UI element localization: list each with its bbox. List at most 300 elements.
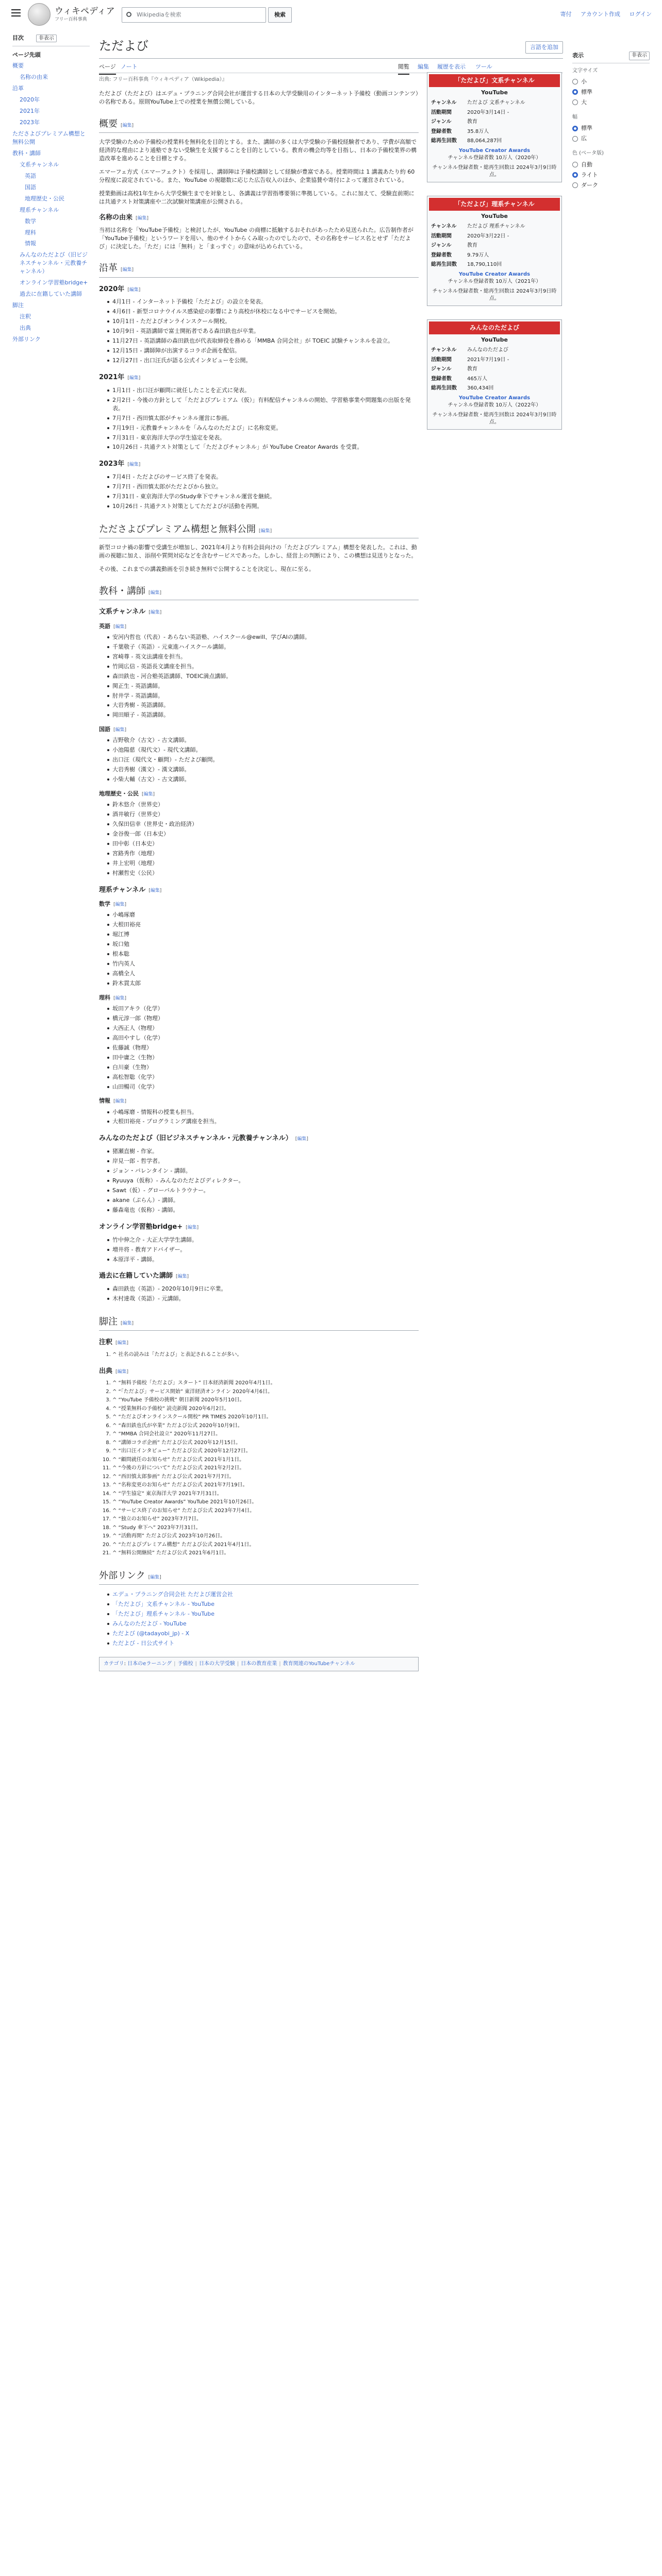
list-item: 坂田アキラ（化学） — [107, 1004, 419, 1014]
category-separator: | — [279, 1660, 281, 1667]
list-item: Ryuuya（仮称）- みんなのただよびディレクター。 — [107, 1176, 419, 1186]
list-item: 増井将 - 教育アドバイザー。 — [107, 1245, 419, 1255]
edit-link[interactable]: 編集 — [137, 215, 147, 221]
radio-icon[interactable] — [572, 126, 578, 131]
list-item: 4月1日 - インターネット予備校「ただよび」の設立を発表。 — [107, 297, 419, 307]
list-item: 佐藤誠（物理） — [107, 1043, 419, 1053]
appearance-option[interactable] — [572, 77, 650, 87]
section-2020: 2020年 [編集] — [99, 285, 141, 293]
page-tabs — [99, 59, 563, 73]
category-box: カテゴリ: 日本のeラーニング | 予備校 | 日本の大学受験 | 日本の教育産業 | 教育関連のYouTubeチャンネル — [99, 1657, 419, 1672]
edit-link[interactable]: 編集 — [115, 727, 125, 733]
external-links-list — [107, 1590, 419, 1649]
appearance-option-label: 標準 — [581, 125, 592, 132]
sugaku-teacher-list — [107, 910, 419, 989]
list-item: 14. ^ “学生協定” 東京海洋大学 2021年7月31日。 — [112, 1490, 419, 1499]
infobox-key: ジャンル — [431, 119, 452, 125]
infobox-value: 465万人 — [467, 376, 488, 382]
list-item: 12月27日 - 出口汪氏が語る公式インタビューを公開。 — [107, 356, 419, 366]
list-item: 10月26日 - 共通テスト対策としてただよびが活動を再開。 — [107, 502, 419, 512]
infobox-row — [429, 222, 560, 232]
appearance-title: 表示 — [572, 52, 584, 59]
list-item[interactable]: エデュ・プラニング合同会社 ただよび運営会社 — [107, 1590, 419, 1600]
appearance-option[interactable] — [572, 160, 650, 170]
table-of-contents — [12, 34, 90, 345]
infobox-row — [429, 346, 560, 355]
category-separator: | — [237, 1660, 239, 1667]
infobox-value: 88,064,287回 — [467, 138, 502, 144]
infobox-row — [429, 127, 560, 137]
section-bridge: オンライン学習塾bridge+ [編集] — [99, 1223, 199, 1231]
infobox-value: 9.79万人 — [467, 252, 489, 258]
infobox-key: 総再生回数 — [431, 385, 457, 392]
language-button[interactable]: 言語を追加 — [525, 41, 563, 54]
rika-teacher-list — [107, 1004, 419, 1092]
section-history: 沿革 [編集] — [99, 262, 419, 277]
tab-talk[interactable]: ノート — [121, 63, 138, 70]
chireki-teacher-list — [107, 800, 419, 878]
infobox-row — [429, 241, 560, 251]
infobox-key: 活動期間 — [431, 109, 452, 115]
list-item: 8. ^ “講師コラボ企画” ただよび公式 2020年12月15日。 — [112, 1439, 419, 1448]
infobox-value: 教育 — [467, 119, 477, 125]
appearance-header — [572, 52, 650, 63]
infobox-value: ただよび 理系チャンネル — [467, 224, 525, 230]
search-icon — [126, 12, 131, 17]
infobox-key: 登録者数 — [431, 376, 452, 382]
toc-list — [12, 49, 90, 345]
list-item: 鈴木貫太郎 — [107, 979, 419, 989]
section-notes: 脚注 [編集] — [99, 1315, 419, 1331]
history-2023-list — [107, 472, 419, 512]
infobox-sub: YouTube — [481, 89, 508, 96]
list-item: 4月6日 - 新型コロナウイルス感染症の影響により高校が休校になる中でサービスを開始。 — [107, 307, 419, 317]
infobox-award: YouTube Creator Awards チャンネル登録者数 10万人（2020年） — [448, 147, 541, 161]
appearance-option[interactable] — [572, 180, 650, 191]
toc-item[interactable]: 情報 — [25, 240, 36, 247]
section-sugaku: 数学 [編集] — [99, 901, 127, 908]
category-link[interactable]: 教育関連のYouTubeチャンネル — [283, 1660, 355, 1667]
edit-link[interactable]: 編集 — [297, 1137, 307, 1142]
list-item[interactable]: 「ただよび」文系チャンネル - YouTube — [107, 1600, 419, 1609]
list-item: 山田暢司（化学） — [107, 1082, 419, 1092]
infobox-key: チャンネル — [431, 347, 457, 353]
radio-icon[interactable] — [572, 162, 578, 167]
section-premium: たださよびプレミアム構想と無料公開 [編集] — [99, 523, 419, 538]
infobox-sub: YouTube — [481, 336, 508, 344]
search-placeholder: Wikipediaを検索 — [137, 11, 181, 18]
section-minna: みんなのただよび（旧ビジネスチャンネル・元教養チャンネル） [編集] — [99, 1134, 308, 1143]
list-item: 金谷俊一郎（日本史） — [107, 829, 419, 839]
list-item: 高橋全人 — [107, 969, 419, 979]
edit-link[interactable]: 編集 — [122, 1321, 132, 1327]
edit-link[interactable]: 編集 — [177, 1274, 187, 1280]
toc-item[interactable]: みんなのただよび（旧ビジネスチャンネル・元教養チャンネル） — [20, 251, 88, 275]
infobox-note: チャンネル登録者数・総再生回数は 2024年3月9日時点。 — [432, 412, 557, 426]
article-body — [99, 90, 419, 1671]
edit-link[interactable]: 編集 — [150, 590, 160, 596]
edit-link[interactable]: 編集 — [122, 267, 132, 273]
list-item: 1. ^ 社名の読みは「ただよび」と表記されることが多い。 — [112, 1351, 419, 1360]
donate-link[interactable]: 寄付 — [560, 11, 572, 18]
list-item: 井上宏明（地理） — [107, 859, 419, 869]
infobox-row — [429, 251, 560, 261]
infobox-row — [429, 384, 560, 394]
list-item: 岡田順子 - 英語講師。 — [107, 710, 419, 720]
create-account-link[interactable]: アカウント作成 — [581, 11, 621, 18]
infobox-award: YouTube Creator Awards チャンネル登録者数 10万人（2021年） — [448, 271, 541, 285]
appearance-option[interactable] — [572, 97, 650, 108]
category-separator: | — [195, 1660, 197, 1667]
search-input[interactable] — [122, 7, 266, 23]
toc-title: 目次 — [12, 35, 24, 41]
kokugo-teacher-list — [107, 736, 419, 785]
section-joho: 情報 [編集] — [99, 1097, 127, 1105]
toc-item[interactable]: 2020年 — [20, 96, 40, 104]
list-item: 本原洋平 - 講師。 — [107, 1255, 419, 1265]
section-rika: 理科 [編集] — [99, 994, 127, 1001]
toc-item[interactable]: 出典 — [20, 324, 31, 331]
section-overview: 概要 [編集] — [99, 117, 419, 133]
category-separator: | — [174, 1660, 176, 1667]
joho-teacher-list — [107, 1108, 419, 1127]
radio-icon[interactable] — [572, 182, 578, 188]
infobox-value: 教育 — [467, 243, 477, 249]
wikipedia-logo-icon[interactable] — [28, 3, 51, 26]
section-2023: 2023年 [編集] — [99, 460, 141, 468]
list-item: 3. ^ “YouTube 予備校の挑戦” 朝日新聞 2020年5月10日。 — [112, 1396, 419, 1405]
login-link[interactable]: ログイン — [629, 11, 652, 18]
list-item: 10月9日 - 英語講師で富士開拓者である森田鉄也が卒業。 — [107, 327, 419, 336]
infobox-row — [429, 98, 560, 108]
appearance-group — [572, 150, 650, 190]
lead-paragraph: ただよび（ただよび）はエデュ・プラニング合同会社が運営する日本の大学受験用のインターネット予備校（動画コンテンツ）の名称である。原則YouTube上での授業を無償公開している。 — [99, 90, 419, 106]
section-rikei: 理系チャンネル [編集] — [99, 886, 162, 894]
list-item: 竹内英人 — [107, 959, 419, 969]
toc-item[interactable]: オンライン学習塾bridge+ — [20, 279, 88, 286]
list-item: 21. ^ “無料公開継続” ただよび公式 2021年6月1日。 — [112, 1549, 419, 1558]
edit-link[interactable]: 編集 — [150, 888, 160, 893]
list-item: 猪瀬直樹 - 作家。 — [107, 1147, 419, 1157]
toc-item[interactable]: たださよびプレミアム構想と無料公開 — [12, 130, 86, 145]
infobox-value: 35.8万人 — [467, 128, 489, 134]
appearance-group — [572, 114, 650, 144]
list-item: 小嶋琢磨 - 情報科の授業も担当。 — [107, 1108, 419, 1117]
toc-header — [12, 34, 90, 46]
page-title-bar — [99, 29, 563, 59]
premium-paragraph: 新型コロナ禍の影響で受講生が増加し、2021年4月より有料会員向けの「ただよびプレミアム」構想を発表した。これは、動画の視聴に加え、添削や質問対応などを含むサービスであった。しかし、経営上の判断により、この構想は見送りとなった。 — [99, 544, 417, 560]
list-item: 12. ^ “西田慎太郎参画” ただよび公式 2021年7月7日。 — [112, 1473, 419, 1482]
section-teachers: 教科・講師 [編集] — [99, 585, 419, 600]
infobox-value: 2021年7月19日 - — [467, 357, 509, 363]
toc-item[interactable]: 地理歴史・公民 — [25, 195, 64, 202]
list-item: 白川豪（生物） — [107, 1063, 419, 1073]
toc-item[interactable]: 注釈 — [20, 313, 31, 320]
list-item: 12月15日 - 講師陣が出演するコラボ企画を配信。 — [107, 346, 419, 356]
edit-link[interactable]: 編集 — [129, 462, 139, 468]
list-item: 堀江博 — [107, 930, 419, 940]
references-list — [112, 1379, 419, 1558]
overview-paragraph: 授業動画は高校1年生から大学受験生までを対象とし、各講義は学習指導要領に準拠している。これに加えて、受験直前期には共通テスト対策講座や二次試験対策講座が公開される。 — [99, 190, 415, 205]
edit-link[interactable]: 編集 — [187, 1225, 197, 1230]
list-item: 大西正人（物理） — [107, 1024, 419, 1033]
toc-item[interactable]: 数学 — [25, 217, 36, 225]
infobox-table — [429, 346, 560, 394]
appearance-group-title: 色 (ベータ版) — [572, 150, 604, 157]
list-item: 9. ^ “出口汪インタビュー” ただよび公式 2020年12月27日。 — [112, 1447, 419, 1456]
category-link[interactable]: 日本のeラーニング — [127, 1660, 172, 1667]
category-link[interactable]: 予備校 — [177, 1660, 193, 1667]
infobox-bunkei — [427, 72, 562, 182]
infobox-row — [429, 108, 560, 118]
toc-hide-button[interactable]: 非表示 — [36, 35, 57, 42]
list-item: 20. ^ “ただよびプレミアム構想” ただよび公式 2021年4月1日。 — [112, 1541, 419, 1550]
list-item: 千葉敬子（英語）- 元東進ハイスクール講師。 — [107, 642, 419, 652]
infobox-note: チャンネル登録者数・総再生回数は 2024年3月9日時点。 — [432, 288, 557, 302]
list-item: 大根田裕亮 — [107, 920, 419, 930]
edit-link[interactable]: 編集 — [150, 609, 160, 615]
list-item[interactable]: ただよび - 日公式サイト — [107, 1639, 419, 1649]
tab-read[interactable]: 閲覧 — [398, 63, 409, 75]
list-item: 吉野敬介（古文）- 古文講師。 — [107, 736, 419, 745]
page-title: ただよび — [99, 39, 148, 53]
appearance-option[interactable] — [572, 133, 650, 144]
list-item: 小嶋琢磨 — [107, 910, 419, 920]
infobox-key: チャンネル — [431, 100, 457, 106]
list-item: 大岩秀樹（漢文）- 漢文講師。 — [107, 765, 419, 775]
list-item: 7. ^ “MMBA 合同会社設立” 2020年11月27日。 — [112, 1430, 419, 1439]
list-item: 田中彰（日本史） — [107, 839, 419, 849]
list-item[interactable]: ただよび (@tadayobi_jp) - X — [107, 1629, 419, 1639]
name-origin-paragraph: 当初は名称を「YouTube予備校」と検討したが、YouTube の商標に抵触するおそれがあったため見送られた。広告制作者が「YouTube予備校」というワードを用い、他のサイトからくみ取ったのでしたので、その名称をサービス名とせず「ただよび」に決定した。「ただ」には「無料」と「まっすぐ」の意味が込められている。 — [99, 226, 413, 250]
infobox-value: みんなのただよび — [467, 347, 508, 353]
section-2021: 2021年 [編集] — [99, 373, 141, 381]
infobox-key: 総再生回数 — [431, 138, 457, 144]
appearance-panel — [572, 52, 650, 197]
radio-icon[interactable] — [572, 172, 578, 178]
infobox-key: 活動期間 — [431, 233, 452, 239]
site-tagline: フリー百科事典 — [55, 17, 87, 22]
list-item: 橋元淳一郎（物理） — [107, 1014, 419, 1024]
list-item: 宮崎尊 - 英文法講座を担当。 — [107, 652, 419, 662]
toc-item[interactable]: 英語 — [25, 172, 36, 179]
toc-item[interactable]: 過去に在籍していた講師 — [20, 291, 82, 298]
toc-item[interactable]: 名称の由来 — [20, 74, 48, 81]
list-item: 7月4日 - ただよびのサービス終了を発表。 — [107, 472, 419, 482]
list-item: 2月2日 - 今後の方針として「ただよびプレミアム（仮）」有料配信チャンネルの開始、学習塾事業や問題集の出版を発表。 — [107, 396, 419, 414]
infobox-row — [429, 375, 560, 384]
infobox-value: 2020年3月22日 - — [467, 233, 509, 239]
bridge-teacher-list — [107, 1235, 419, 1265]
infobox-key: 登録者数 — [431, 128, 452, 134]
tab-page[interactable]: ページ — [99, 63, 116, 75]
infobox-key: ジャンル — [431, 366, 452, 372]
overview-paragraph: エマーフェ方式（エマーフェクト）を採用し、講師陣は予備校講師として経験が豊富である。授業時間は 1 講義あたり約 60 分程度に設定されている。また、YouTube の視聴数に応じた広告収入のほか、企業協賛や寄付によって運営されている。 — [99, 168, 415, 184]
toc-item[interactable]: 外部リンク — [12, 335, 41, 343]
infobox-head: みんなのただよび — [429, 321, 560, 334]
list-item: 7月19日 - 元教養チャンネルを「みんなのただよび」に名称変更。 — [107, 423, 419, 433]
appearance-groups — [572, 67, 650, 191]
list-item: 11月27日 - 英語講師の森田鉄也が代表取締役を務める「MMBA 合同会社」が TOEIC 試験チャンネルを設立。 — [107, 336, 419, 346]
infobox-row — [429, 260, 560, 270]
tab-tools[interactable]: ツール — [475, 63, 492, 70]
list-item: 久保田信幸（世界史・政治経済） — [107, 820, 419, 829]
list-item: 16. ^ “サービス終了のお知らせ” ただよび公式 2023年7月4日。 — [112, 1507, 419, 1516]
list-item: 田中庸之（生物） — [107, 1053, 419, 1063]
toc-item[interactable]: 理系チャンネル — [20, 206, 59, 213]
list-item: 10月1日 - ただよびオンラインスクール開校。 — [107, 317, 419, 327]
radio-icon[interactable] — [572, 89, 578, 95]
list-item: 5. ^ “ただよびオンラインスクール開校” PR TIMES 2020年10月1日。 — [112, 1413, 419, 1422]
list-item: 17. ^ “独立のお知らせ” 2023年7月7日。 — [112, 1515, 419, 1524]
appearance-option-label: 小 — [581, 78, 587, 85]
edit-link[interactable]: 編集 — [117, 1341, 127, 1346]
list-item: 関正生 - 英語講師。 — [107, 682, 419, 691]
overview-paragraph: 大学受験のための予備校の授業料を無料化を目的とする。また、講師の多くは大学受験の予備校経験者であり、学費が高額で経済的な理由により通塾できない受験生を支援することを目的としている。教育の機会均等を目指し、日本の予備校業界の構造改革を進めることを目標とする。 — [99, 139, 417, 162]
appearance-option-label: 大 — [581, 98, 587, 106]
list-item: 15. ^ “YouTube Creator Awards” YouTube 2021年10月26日。 — [112, 1498, 419, 1507]
appearance-group-title: 文字サイズ — [572, 67, 598, 74]
appearance-hide-button[interactable]: 非表示 — [629, 52, 650, 60]
list-item: 大根田裕亮 - プログラミング講座を担当。 — [107, 1117, 419, 1127]
list-item: 肘井学 - 英語講師。 — [107, 691, 419, 701]
list-item: 7月7日 - 西田慎太郎がチャンネル運営に参画。 — [107, 414, 419, 423]
appearance-option[interactable] — [572, 170, 650, 180]
list-item[interactable]: 「ただよび」理系チャンネル - YouTube — [107, 1609, 419, 1619]
infobox-value: 360,434回 — [467, 385, 494, 392]
section-shutten: 出典 [編集] — [99, 1367, 129, 1375]
edit-link[interactable]: 編集 — [129, 287, 139, 293]
list-item: 藤森竜也（仮称）- 講師。 — [107, 1206, 419, 1215]
list-item: 高松智聡（化学） — [107, 1073, 419, 1082]
appearance-option[interactable] — [572, 123, 650, 133]
toc-item[interactable]: 理科 — [25, 229, 36, 236]
section-external: 外部リンク [編集] — [99, 1569, 419, 1585]
edit-link[interactable]: 編集 — [150, 1574, 160, 1580]
section-bunkei: 文系チャンネル [編集] — [99, 607, 162, 616]
section-kokugo: 国語 [編集] — [99, 726, 127, 733]
edit-link[interactable]: 編集 — [260, 528, 270, 534]
section-chushaku: 注釈 [編集] — [99, 1338, 129, 1347]
main-menu-icon[interactable] — [11, 9, 21, 16]
toc-item[interactable]: 教科・講師 — [12, 149, 41, 157]
infobox-table — [429, 222, 560, 270]
list-item: 1. ^ “無料予備校「ただよび」スタート” 日本経済新聞 2020年4月1日。 — [112, 1379, 419, 1388]
site-header — [0, 0, 662, 29]
history-2020-list — [107, 297, 419, 366]
list-item: 18. ^ “Study 傘下へ” 2023年7月31日。 — [112, 1524, 419, 1533]
category-link[interactable]: 日本の大学受験 — [198, 1660, 235, 1667]
list-item: akane（ぷらん）- 講師。 — [107, 1196, 419, 1206]
list-item: 4. ^ “授業無料の予備校” 読売新聞 2020年6月2日。 — [112, 1405, 419, 1414]
list-item: 1月1日 - 出口汪が顧問に就任したことを正式に発表。 — [107, 386, 419, 396]
infobox-key: チャンネル — [431, 224, 457, 230]
tab-edit[interactable]: 編集 — [418, 63, 429, 70]
infobox-minna — [427, 319, 562, 430]
list-item: 大岩秀樹 - 英語講師。 — [107, 701, 419, 710]
infobox-value: 18,790,110回 — [467, 262, 502, 268]
infobox-table — [429, 98, 560, 146]
list-item: 安河内哲也（代表）- あらない英語塾、ハイスクール@ewill、学びAIの講師。 — [107, 633, 419, 642]
list-item: 坂口勉 — [107, 940, 419, 950]
appearance-option-label: 標準 — [581, 88, 592, 95]
edit-link[interactable]: 編集 — [115, 902, 125, 908]
list-item: 高田やすし（化学） — [107, 1033, 419, 1043]
list-item: 酒井敏行（世界史） — [107, 810, 419, 820]
infobox-value: 2020年3月14日 - — [467, 109, 509, 115]
list-item: 11. ^ “今後の方針について” ただよび公式 2021年2月2日。 — [112, 1464, 419, 1473]
list-item: 森田鉄也（英語）- 2020年10月9日に卒業。 — [107, 1284, 419, 1294]
section-name-origin: 名称の由来 [編集] — [99, 213, 149, 222]
edit-link[interactable]: 編集 — [143, 792, 153, 798]
edit-link[interactable]: 編集 — [122, 123, 132, 129]
edit-link[interactable]: 編集 — [115, 995, 125, 1001]
infobox-value: ただよび 文系チャンネル — [467, 100, 525, 106]
toc-item[interactable]: ページ先頭 — [12, 51, 41, 58]
list-item: 竹中伸之介 - 大正大学学生講師。 — [107, 1235, 419, 1245]
list-item: ジョン・バレンタイン - 講師。 — [107, 1166, 419, 1176]
edit-link[interactable]: 編集 — [115, 1099, 125, 1105]
appearance-group-title: 幅 — [572, 114, 577, 120]
category-link[interactable]: 日本の教育産業 — [241, 1660, 277, 1667]
history-2021-list — [107, 386, 419, 453]
infobox-head: 「ただよび」文系チャンネル — [429, 74, 560, 87]
toc-item[interactable]: 概要 — [12, 62, 24, 70]
site-name[interactable]: ウィキペディア — [55, 6, 115, 16]
section-former: 過去に在籍していた講師 [編集] — [99, 1272, 189, 1280]
category-label[interactable]: カテゴリ — [104, 1660, 124, 1667]
tab-history[interactable]: 履歴を表示 — [437, 63, 466, 70]
edit-link[interactable]: 編集 — [117, 1369, 127, 1375]
toc-item[interactable]: 2023年 — [20, 119, 40, 126]
premium-paragraph: その後、これまでの講義動画を引き続き無料で公開することを決定し、現在に至る。 — [99, 565, 315, 572]
list-item: 7月31日 - 東京海洋大学のStudy傘下でチャンネル運営を継続。 — [107, 492, 419, 502]
infobox-note: チャンネル登録者数・総再生回数は 2024年3月9日時点。 — [432, 164, 557, 178]
appearance-option-label: ライト — [581, 171, 598, 178]
list-item: 宮路秀作（地理） — [107, 849, 419, 859]
list-item: 岸見一郎 - 哲学者。 — [107, 1157, 419, 1166]
notes-list — [112, 1351, 419, 1360]
list-item: 小柴大輔（古文）- 古文講師。 — [107, 775, 419, 785]
infobox-key: 総再生回数 — [431, 262, 457, 268]
list-item: 10月26日 - 共通テスト対策として「ただよびチャンネル」が YouTube Creator Awards を受賞。 — [107, 443, 419, 452]
infobox-key: ジャンル — [431, 243, 452, 249]
section-chireki: 地理歴史・公民 [編集] — [99, 790, 155, 798]
toc-item[interactable]: 脚注 — [12, 302, 24, 309]
category-list — [127, 1661, 355, 1667]
appearance-option[interactable] — [572, 87, 650, 97]
radio-icon[interactable] — [572, 136, 578, 142]
search-button[interactable]: 検索 — [268, 7, 292, 23]
list-item: 7月7日 - 西田慎太郎がただよびから独立。 — [107, 482, 419, 492]
radio-icon[interactable] — [572, 99, 578, 105]
edit-link[interactable]: 編集 — [115, 624, 125, 630]
list-item: 出口汪（現代文・顧問）- ただよび顧問。 — [107, 755, 419, 765]
infobox-row — [429, 232, 560, 242]
list-item[interactable]: みんなのただよび - YouTube — [107, 1619, 419, 1629]
radio-icon[interactable] — [572, 79, 578, 84]
infobox-row — [429, 137, 560, 146]
list-item: 10. ^ “顧問就任のお知らせ” ただよび公式 2021年1月1日。 — [112, 1456, 419, 1465]
infobox-sub: YouTube — [481, 213, 508, 220]
infobox-head: 「ただよび」理系チャンネル — [429, 198, 560, 211]
toc-item[interactable]: 沿革 — [12, 85, 24, 92]
appearance-option-label: ダーク — [581, 181, 598, 189]
toc-item[interactable]: 国語 — [25, 183, 36, 191]
edit-link[interactable]: 編集 — [129, 375, 139, 381]
toc-item[interactable]: 2021年 — [20, 108, 40, 115]
toc-item[interactable]: 文系チャンネル — [20, 161, 59, 168]
